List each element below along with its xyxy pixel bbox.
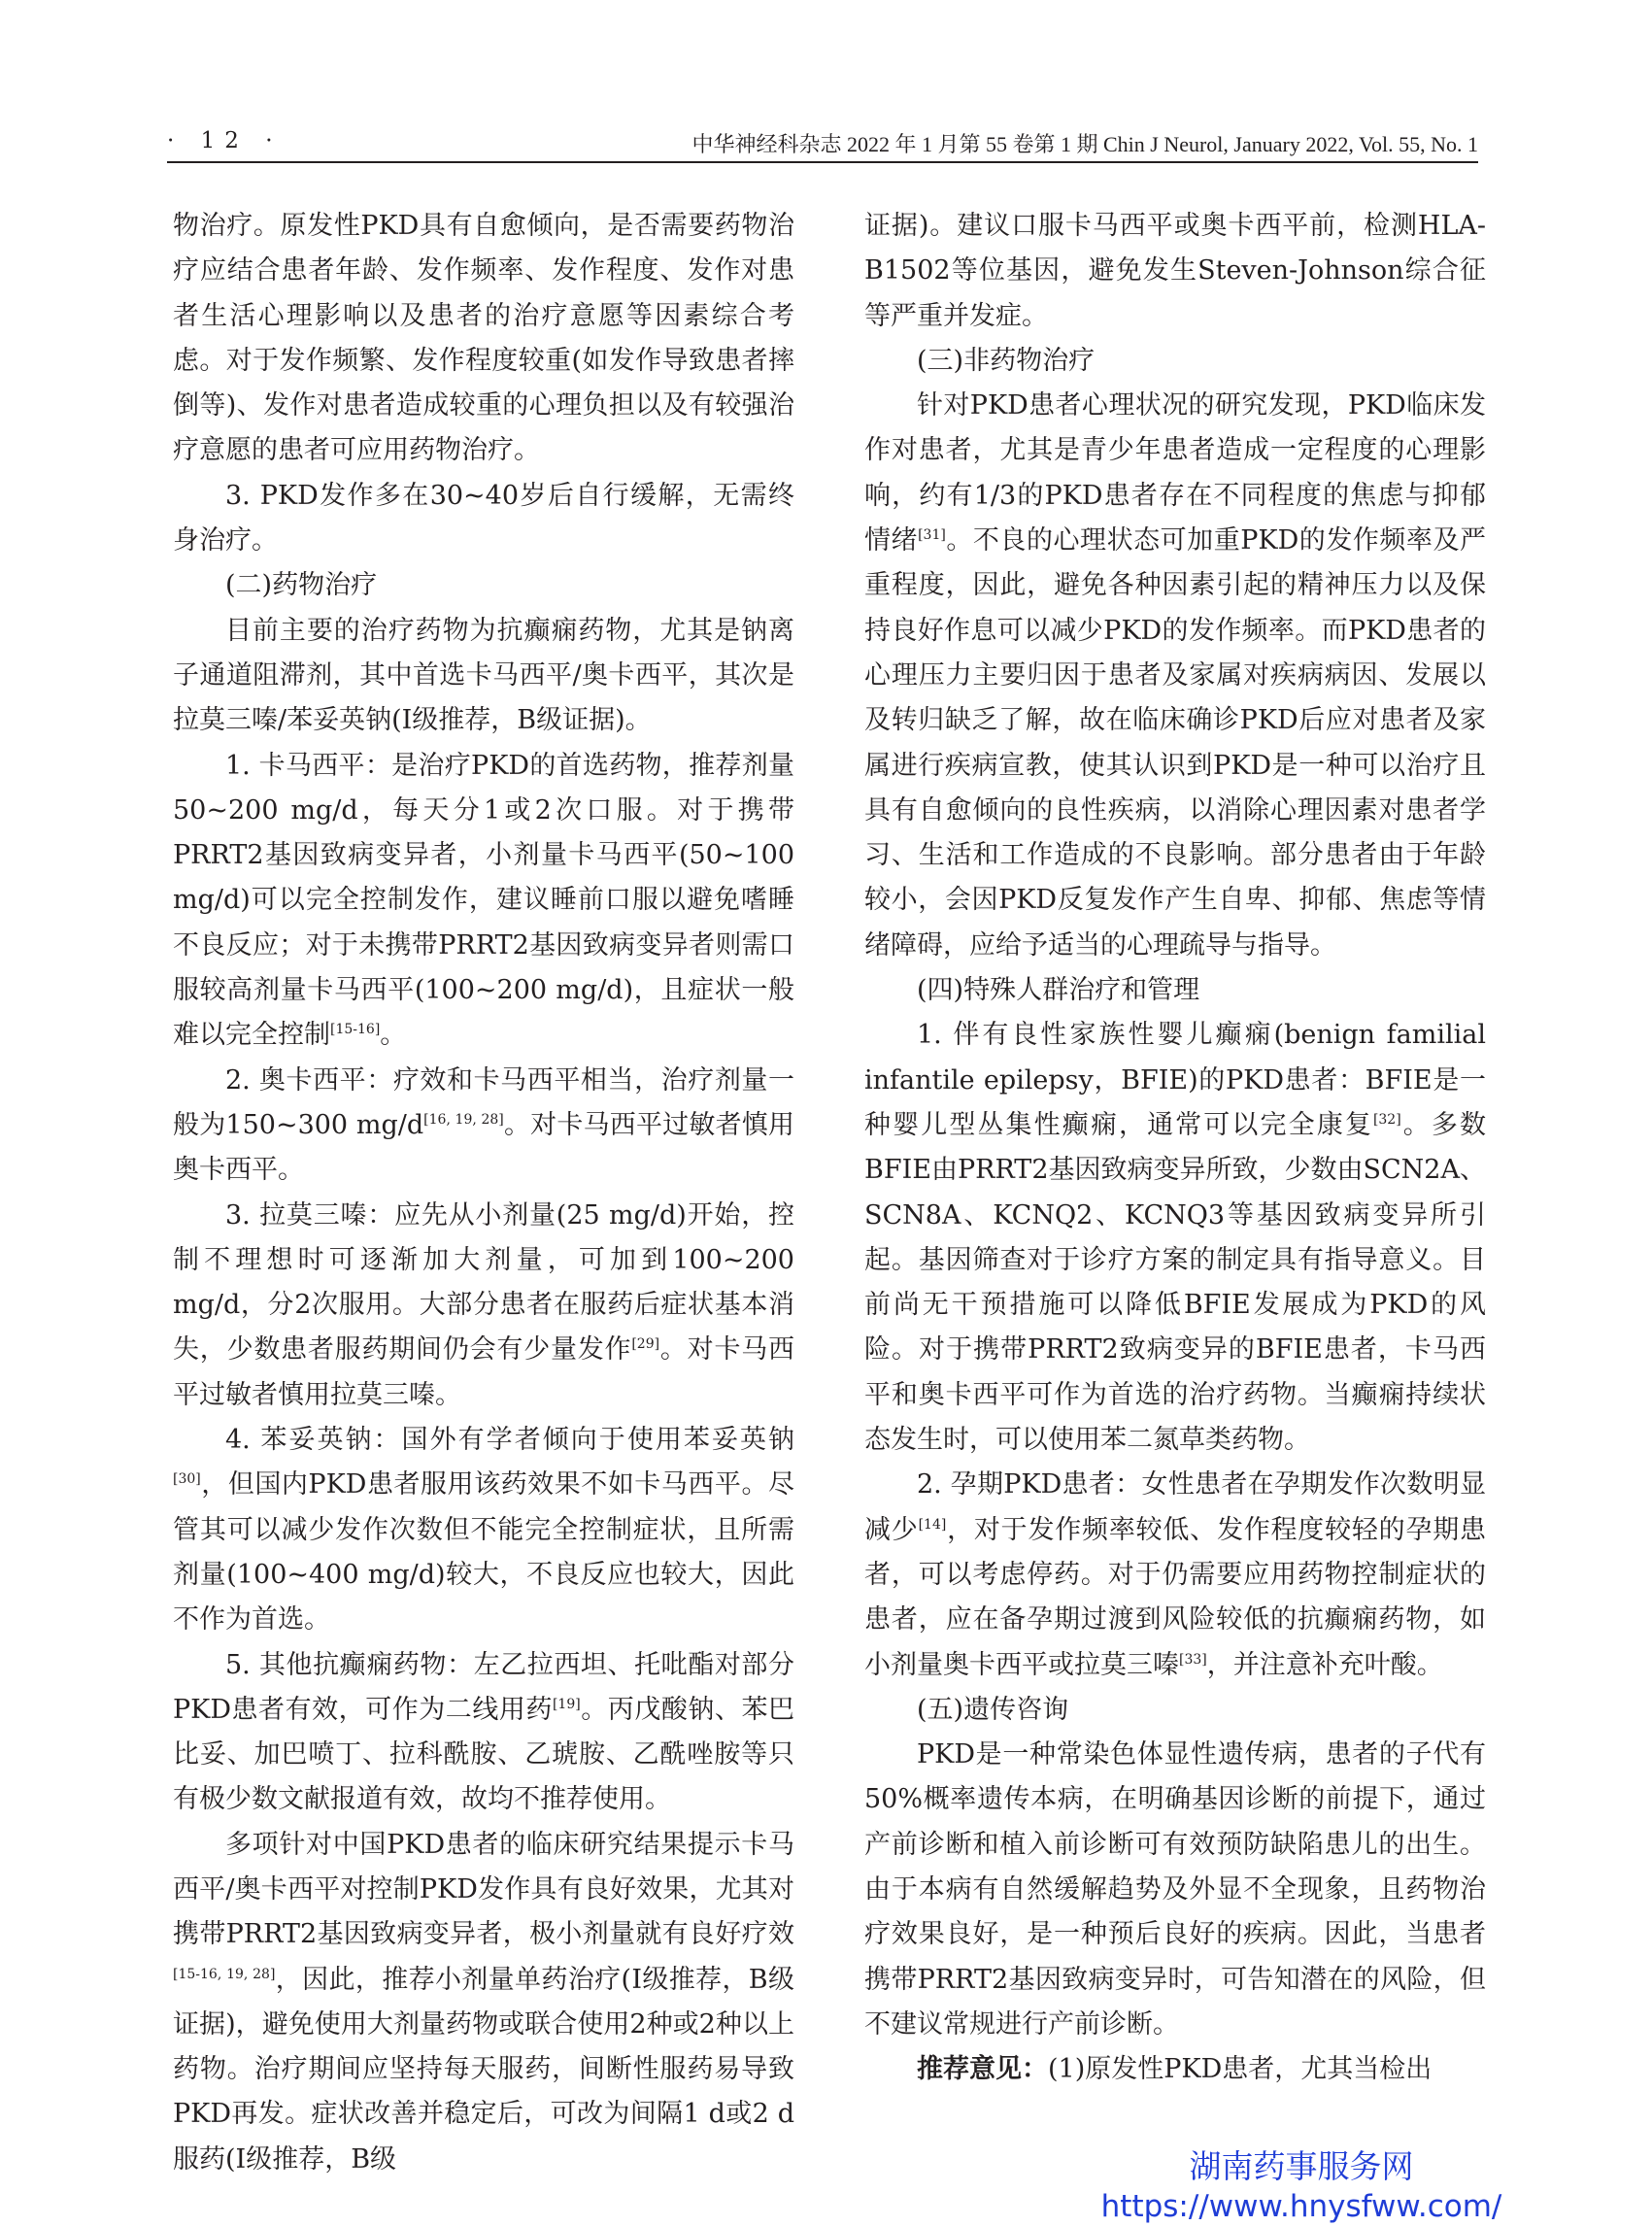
section-heading: (四)特殊人群治疗和管理 [917, 975, 1200, 1006]
section-heading: (三)非药物治疗 [917, 345, 1096, 376]
paragraph: 4. 苯妥英钠：国外有学者倾向于使用苯妥英钠[30]，但国内PKD患者服用该药效果不如卡马西平。尽管其可以减少发作次数但不能完全控制症状，且所需剂量(100~400 mg/d)较大，不良反应也较大，因此不作为首选。 [173, 1425, 794, 1636]
watermark [1088, 2146, 1515, 2226]
paragraph: 2. 奥卡西平：疗效和卡马西平相当，治疗剂量一般为150~300 mg/d[16, 19, 28]。对卡马西平过敏者慎用奥卡西平。 [173, 1064, 795, 1186]
paragraph: 3. 拉莫三嗪：应先从小剂量(25 mg/d)开始，控制不理想时可逐渐加大剂量，可加到100~200 mg/d，分2次服用。大部分患者在服药后症状基本消失，少数患者服药期间仍会有少量发作[29]。对卡马西平过敏者慎用拉莫三嗪。 [173, 1199, 795, 1410]
watermark-url[interactable]: https://www.hnysfww.com/ [1100, 2189, 1502, 2224]
citation[interactable]: [15-16, 19, 28] [173, 1966, 276, 1982]
paragraph: 物治疗。原发性PKD具有自愈倾向，是否需要药物治疗应结合患者年龄、发作频率、发作程度、发作对患者生活心理影响以及患者的治疗意愿等因素综合考虑。对于发作频繁、发作程度较重(如发作导致患者摔倒等)、发作对患者造成较重的心理负担以及有较强治疗意愿的患者可应用药物治疗。 [173, 211, 794, 466]
citation[interactable]: [31] [918, 527, 946, 544]
paragraph: 2. 孕期PKD患者：女性患者在孕期发作次数明显减少[14]，对于发作频率较低、发作程度较轻的孕期患者，可以考虑停药。对于仍需要应用药物控制症状的患者，应在备孕期过渡到风险较低的抗癫痫药物，如小剂量奥卡西平或拉莫三嗪[33]，并注意补充叶酸。 [864, 1469, 1487, 1680]
recommendation-paragraph: 推荐意见：(1)原发性PKD患者，尤其当检出 [917, 2054, 1433, 2085]
citation[interactable]: [14] [918, 1516, 947, 1533]
paragraph: 证据)。建议口服卡马西平或奥卡西平前，检测HLA-B1502等位基因，避免发生Steven-Johnson综合征等严重并发症。 [864, 211, 1486, 331]
page-number: · 12 · [167, 128, 283, 153]
paragraph: 1. 伴有良性家族性婴儿癫痫(benign familial infantile epilepsy，BFIE)的PKD患者：BFIE是一种婴儿型丛集性癫痫，通常可以完全康复[32]。多数BFIE由PRRT2基因致病变异所致，少数由SCN2A、SCN8A、KCNQ2、KCNQ3等基因致病变异所引起。基因筛查对于诊疗方案的制定具有指导意义。目前尚无干预措施可以降低BFIE发展成为PKD的风险。对于携带PRRT2致病变异的BFIE患者，卡马西平和奥卡西平可作为首选的治疗药物。当癫痫持续状态发生时，可以使用苯二氮草类药物。 [864, 1020, 1487, 1456]
paragraph: PKD是一种常染色体显性遗传病，患者的子代有50%概率遗传本病，在明确基因诊断的前提下，通过产前诊断和植入前诊断可有效预防缺陷患儿的出生。由于本病有自然缓解趋势及外显不全现象，且药物治疗效果良好，是一种预后良好的疾病。因此，当患者携带PRRT2基因致病变异时，可告知潜在的风险，但不建议常规进行产前诊断。 [864, 1739, 1486, 2040]
paragraph: 针对PKD患者心理状况的研究发现，PKD临床发作对患者，尤其是青少年患者造成一定程度的心理影响，约有1/3的PKD患者存在不同程度的焦虑与抑郁情绪[31]。不良的心理状态可加重PKD的发作频率及严重程度，因此，避免各种因素引起的精神压力以及保持良好作息可以减少PKD的发作频率。而PKD患者的心理压力主要归因于患者及家属对疾病病因、发展以及转归缺乏了解，故在临床确诊PKD后应对患者及家属进行疾病宣教，使其认识到PKD是一种可以治疗且具有自愈倾向的良性疾病，以消除心理因素对患者学习、生活和工作造成的不良影响。部分患者由于年龄较小，会因PKD反复发作产生自卑、抑郁、焦虑等情绪障碍，应给予适当的心理疏导与指导。 [864, 390, 1486, 961]
citation[interactable]: [15-16] [330, 1022, 381, 1038]
right-column [864, 204, 1486, 2092]
citation[interactable]: [29] [631, 1336, 660, 1353]
watermark-site-name: 湖南药事服务网 [1189, 2147, 1414, 2185]
paragraph: 5. 其他抗癫痫药物：左乙拉西坦、托吡酯对部分PKD患者有效，可作为二线用药[19]。丙戊酸钠、苯巴比妥、加巴喷丁、拉科酰胺、乙琥胺、乙酰唑胺等只有极少数文献报道有效，故均不推荐使用。 [173, 1649, 794, 1815]
journal-citation: 中华神经科杂志 2022 年 1 月第 55 卷第 1 期 Chin J Neurol, January 2022, Vol. 55, No. 1 [691, 132, 1478, 156]
section-heading: (二)药物治疗 [225, 570, 378, 601]
paragraph: 目前主要的治疗药物为抗癫痫药物，尤其是钠离子通道阻滞剂，其中首选卡马西平/奥卡西平，其次是拉莫三嗪/苯妥英钠(Ⅰ级推荐，B级证据)。 [173, 615, 794, 736]
header-rule [167, 161, 1478, 163]
citation[interactable]: [19] [552, 1696, 581, 1712]
paragraph: 3. PKD发作多在30~40岁后自行缓解，无需终身治疗。 [173, 480, 794, 556]
citation[interactable]: [16, 19, 28] [423, 1111, 504, 1128]
left-column [173, 204, 794, 2182]
citation[interactable]: [33] [1179, 1651, 1207, 1668]
running-header [167, 128, 1478, 163]
section-heading: (五)遗传咨询 [917, 1694, 1069, 1725]
citation[interactable]: [32] [1372, 1111, 1401, 1128]
citation[interactable]: [30] [173, 1471, 201, 1488]
paragraph: 1. 卡马西平：是治疗PKD的首选药物，推荐剂量50~200 mg/d，每天分1或2次口服。对于携带PRRT2基因致病变异者，小剂量卡马西平(50~100 mg/d)可以完全控制发作，建议睡前口服以避免嗜睡不良反应；对于未携带PRRT2基因致病变异者则需口服较高剂量卡马西平(100~200 mg/d)，且症状一般难以完全控制[15-16]。 [173, 750, 794, 1051]
paragraph: 多项针对中国PKD患者的临床研究结果提示卡马西平/奥卡西平对控制PKD发作具有良好效果，尤其对携带PRRT2基因致病变异者，极小剂量就有良好疗效[15-16, 19, 28]，因此，推荐小剂量单药治疗(Ⅰ级推荐，B级证据)，避免使用大剂量药物或联合使用2种或2种以上药物。治疗期间应坚持每天服药，间断性服药易导致PKD再发。症状改善并稳定后，可改为间隔1 d或2 d服药(Ⅰ级推荐，B级 [173, 1829, 794, 2175]
recommendation-label: 推荐意见： [917, 2054, 1048, 2085]
